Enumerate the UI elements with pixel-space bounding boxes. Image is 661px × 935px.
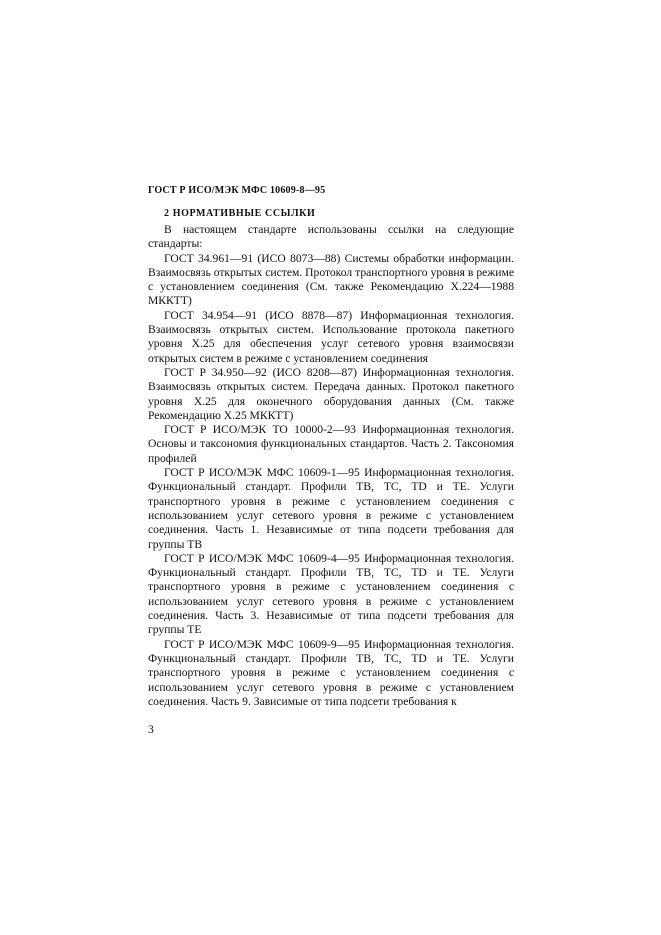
reference-item: ГОСТ Р ИСО/МЭК МФС 10609-9—95 Информационная технология. Функциональный стандарт. Профили ТВ, ТС, TD и ТЕ. Услуги транспортного уровня в режиме с установлением соединения с использованием услуг сетевого уровня в режиме с установлением соединения. Часть 9. Зависимые от типа подсети требования к — [148, 637, 514, 708]
reference-item: ГОСТ Р ИСО/МЭК ТО 10000-2—93 Информационная технология. Основы и таксономия функциональных стандартов. Часть 2. Таксономия профилей — [148, 423, 514, 465]
section-title: 2 НОРМАТИВНЫЕ ССЫЛКИ — [164, 208, 316, 219]
reference-item: ГОСТ 34.961—91 (ИСО 8073—88) Системы обработки информации. Взаимосвязь открытых систем. Протокол транспортного уровня в режиме с установлением соединения (См. также Рекомендацию Х.224—1988 МККТТ) — [148, 251, 514, 308]
document-header: ГОСТ Р ИСО/МЭК МФС 10609-8—95 — [148, 185, 326, 196]
reference-item: ГОСТ Р ИСО/МЭК МФС 10609-4—95 Информационная технология. Функциональный стандарт. Профили ТВ, ТС, TD и ТЕ. Услуги транспортного уровня в режиме с установлением соединения с использованием услуг сетевого уровня в режиме с установлением соединения. Часть 3. Независимые от типа подсети требования для группы ТЕ — [148, 551, 514, 637]
reference-item: ГОСТ 34.954—91 (ИСО 8878—87) Информационная технология. Взаимосвязь открытых систем. Использование протокола пакетного уровня Х.25 для обеспечения услуг сетевого уровня взаимосвязи открытых систем в режиме с установлением соединения — [148, 308, 514, 365]
page-number: 3 — [148, 723, 154, 736]
section-body — [148, 223, 514, 709]
reference-item: ГОСТ Р ИСО/МЭК МФС 10609-1—95 Информационная технология. Функциональный стандарт. Профили ТВ, ТС, TD и ТЕ. Услуги транспортного уровня в режиме с установлением соединения с использованием услуг сетевого уровня в режиме с установлением соединения. Часть 1. Независимые от типа подсети требования для группы ТВ — [148, 466, 514, 551]
reference-item: ГОСТ Р 34.950—92 (ИСО 8208—87) Информационная технология. Взаимосвязь открытых систем. Передача данных. Протокол пакетного уровня Х.25 для оконечного оборудования данных (См. также Рекомендацию Х.25 МККТТ) — [148, 365, 514, 422]
paragraph-intro: В настоящем стандарте использованы ссылки на следующие стандарты: — [148, 223, 514, 251]
